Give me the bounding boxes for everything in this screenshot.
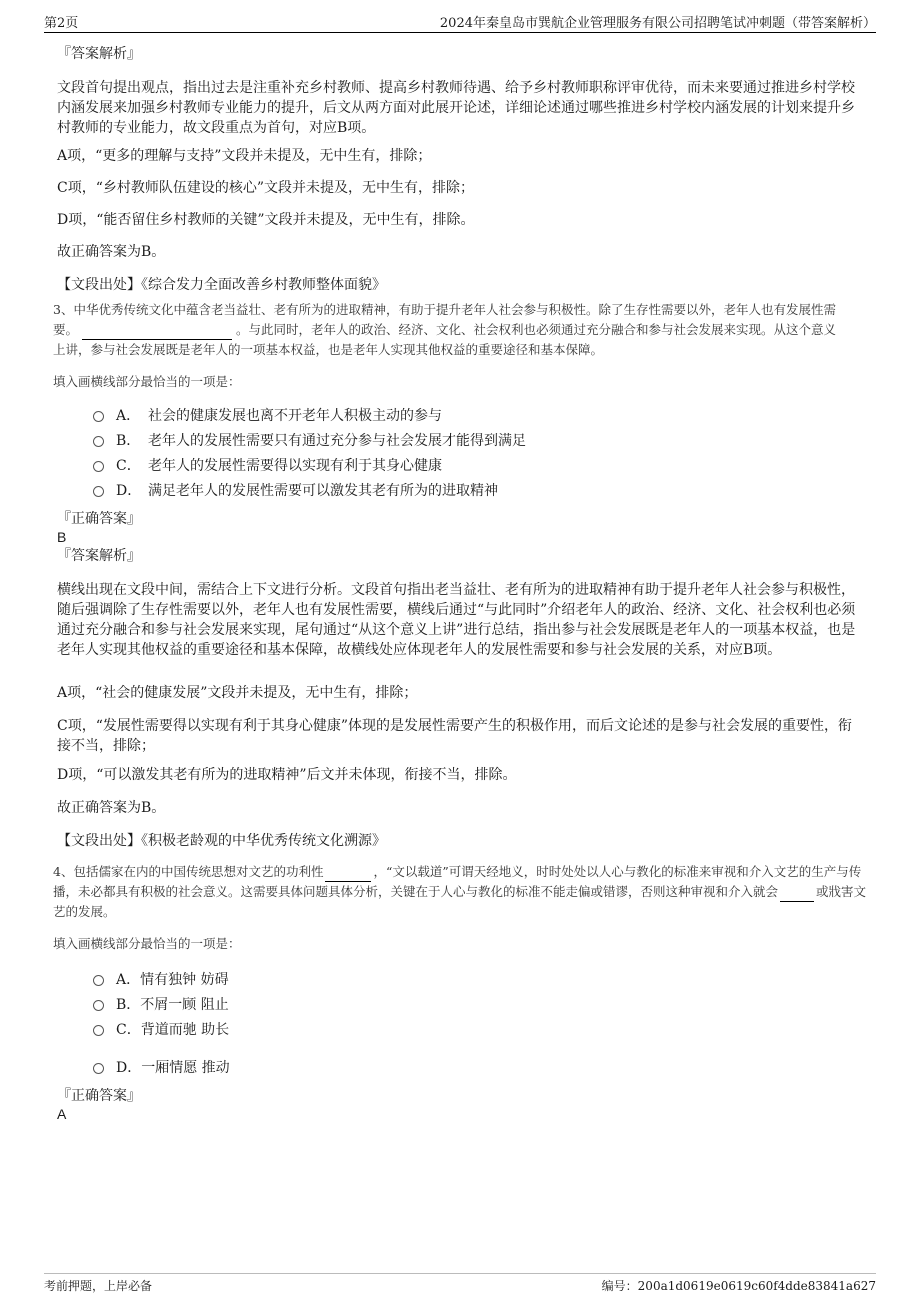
q3-option-c[interactable]: C． 老年人的发展性需要得以实现有利于其身心健康 (93, 456, 442, 476)
q4-blank-2 (780, 885, 814, 902)
q3-option-a[interactable]: A． 社会的健康发展也离不开老年人积极主动的参与 (93, 406, 442, 426)
radio-icon[interactable] (93, 461, 104, 472)
q4-option-c[interactable]: C．背道而驰 助长 (93, 1020, 229, 1040)
document-title: 2024年秦皇岛市巽航企业管理服务有限公司招聘笔试冲刺题（带答案解析） (439, 16, 876, 31)
q3-prompt: 填入画横线部分最恰当的一项是： (53, 374, 241, 389)
q2-option-c-analysis: C项，“乡村教师队伍建设的核心”文段并未提及，无中生有，排除； (57, 180, 475, 196)
q4-blank-1 (325, 865, 371, 882)
radio-icon[interactable] (93, 1063, 104, 1074)
q3-correct-answer: B (57, 529, 67, 545)
radio-icon[interactable] (93, 975, 104, 986)
q3-option-b[interactable]: B． 老年人的发展性需要只有通过充分参与社会发展才能得到满足 (93, 431, 526, 451)
q2-conclusion: 故正确答案为B。 (57, 244, 166, 260)
page-footer (44, 1273, 876, 1294)
radio-icon[interactable] (93, 411, 104, 422)
q3-option-c-analysis: C项，“发展性需要得以实现有利于其身心健康”体现的是发展性需要产生的积极作用，而后文论述的是参与社会发展的重要性，衔接不当，排除； (57, 718, 853, 754)
q3-stem-line2: 要。 。与此同时，老年人的政治、经济、文化、社会权利也必须通过充分融合和参与社会发展来实现。从这个意义 (53, 320, 867, 340)
radio-icon[interactable] (93, 1025, 104, 1036)
q2-option-d-analysis: D项，“能否留住乡村教师的关键”文段并未提及，无中生有，排除。 (57, 212, 475, 228)
q4-option-b[interactable]: B．不屑一顾 阻止 (93, 995, 229, 1015)
q3-conclusion: 故正确答案为B。 (57, 800, 166, 816)
q4-correct-title: 『正确答案』 (57, 1088, 141, 1104)
q3-source: 【文段出处】《积极老龄观的中华优秀传统文化溯源》 (57, 833, 386, 849)
q2-analysis-text: 文段首句提出观点，指出过去是注重补充乡村教师、提高乡村教师待遇、给予乡村教师职称评审优待，而未来要通过推进乡村学校内涵发展来加强乡村教师专业能力的提升，后文从两方面对此展开论述，详细论述通过哪些推进乡村学校内涵发展的计划来提升乡村教师的专业能力，故文段重点为首句，对应B项。 (57, 80, 855, 136)
q3-stem-line3: 上讲，参与社会发展既是老年人的一项基本权益，也是老年人实现其他权益的重要途径和基本保障。 (53, 342, 604, 357)
radio-icon[interactable] (93, 486, 104, 497)
q2-analysis-title: 『答案解析』 (57, 46, 141, 62)
page-number: 第2页 (44, 16, 79, 31)
q3-blank (82, 323, 232, 340)
q4-prompt: 填入画横线部分最恰当的一项是： (53, 936, 241, 951)
q3-correct-title: 『正确答案』 (57, 511, 141, 527)
page-header (44, 12, 876, 33)
q4-stem: 4、包括儒家在内的中国传统思想对文艺的功利性 ，“文以载道”可谓天经地义，时时处处以人心与教化的标准来审视和介入文艺的生产与传播，未必都具有积极的社会意义。这需要具体问题具体分析，关键在于人心与教化的标准不能走偏或错谬，否则这种审视和介入就会 或戕害文艺的发展。 (53, 864, 867, 919)
q2-source: 【文段出处】《综合发力全面改善乡村教师整体面貌》 (57, 277, 386, 293)
q3-analysis-text: 横线出现在文段中间，需结合上下文进行分析。文段首句指出老当益壮、老有所为的进取精神有助于提升老年人社会参与积极性，随后强调除了生存性需要以外，老年人也有发展性需要，横线后通过“与此同时”介绍老年人的政治、经济、文化、社会权利也必须通过充分融合和参与社会发展来实现，尾句通过“从这个意义上讲”进行总结，指出参与社会发展既是老年人的一项基本权益，也是老年人实现其他权益的重要途径和基本保障，故横线处应体现老年人的发展性需要和参与社会发展的关系，对应B项。 (57, 582, 856, 658)
q4-correct-answer: A (57, 1106, 67, 1122)
q3-analysis-title: 『答案解析』 (57, 548, 141, 564)
q3-option-a-analysis: A项，“社会的健康发展”文段并未提及，无中生有，排除； (57, 685, 418, 701)
q3-option-d[interactable]: D． 满足老年人的发展性需要可以激发其老有所为的进取精神 (93, 481, 498, 501)
footer-slogan: 考前押题，上岸必备 (44, 1279, 153, 1293)
q3-stem (53, 300, 867, 360)
radio-icon[interactable] (93, 436, 104, 447)
q4-option-a[interactable]: A．情有独钟 妨碍 (93, 970, 229, 990)
document-id: 编号：200a1d0619e0619c60f4dde83841a627 (601, 1279, 876, 1293)
q3-option-d-analysis: D项，“可以激发其老有所为的进取精神”后文并未体现，衔接不当，排除。 (57, 767, 517, 783)
radio-icon[interactable] (93, 1000, 104, 1011)
q4-option-d[interactable]: D．一厢情愿 推动 (93, 1058, 230, 1078)
q2-option-a-analysis: A项，“更多的理解与支持”文段并未提及，无中生有，排除； (57, 148, 432, 164)
q3-stem-line1: 3、中华优秀传统文化中蕴含老当益壮、老有所为的进取精神，有助于提升老年人社会参与积极性。除了生存性需要以外，老年人也有发展性需 (53, 302, 836, 317)
